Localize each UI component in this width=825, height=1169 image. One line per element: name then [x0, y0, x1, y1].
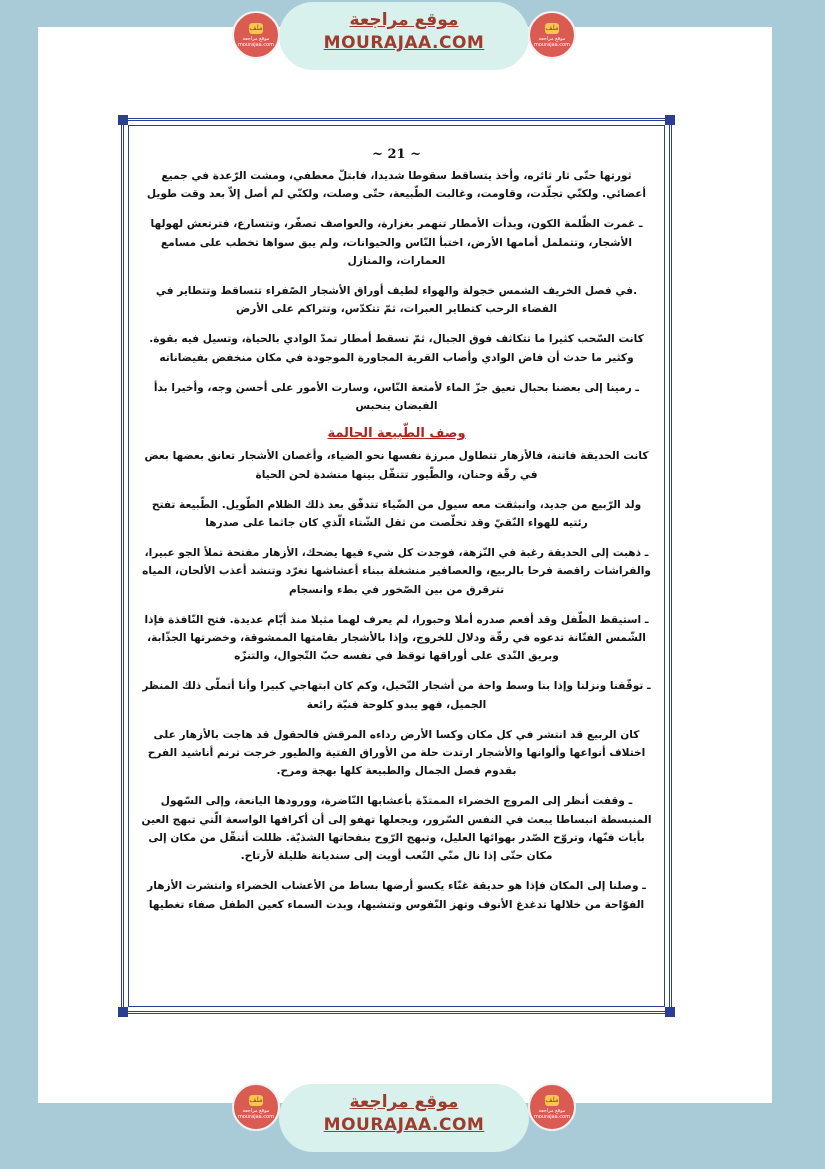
- paragraph: كانت السّحب كثيرا ما تتكاثف فوق الجبال، ثمّ تسقط أمطار تمدّ الوادي بالحياة، وتسيل فيه بقوة. وكثير ما حدث أن فاض الوادي وأصاب القرية المجاورة الموجودة في مكان منخفض بفيضاناته: [149, 333, 644, 364]
- badge-caption: موقع مراجعة mourajaa.com: [237, 36, 274, 48]
- site-logo-badge[interactable]: [232, 11, 280, 59]
- paragraph: .في فصل الخريف الشمس خجولة والهواء لطيف أوراق الأشجار الصّفراء تتساقط وتتطاير في الفضاء الرحب كتطاير العبرات، ثمّ تتكدّس، وتتراكم على الأرض: [155, 285, 638, 316]
- site-name-arabic[interactable]: موقع مراجعة: [349, 1092, 459, 1112]
- paragraph: ـ ذهبت إلى الحديقة رغبة في النّزهة، فوجدت كل شيء فيها يضحك، الأزهار مفتحة تملأ الجو عبيرا، والفراشات راقصة فرحا بالربيع، والعصافير منشغلة ببناء أعشاشها تغرّد وتنشد أعذب الألحان، المياه تترقرق من بين الصّخور في بطء وانسجام: [142, 547, 651, 596]
- paragraph: ثورتها حتّى ثار ثائره، وأخذ يتساقط سقوطا شديدا، فابتلّ معطفي، ومشت الرّعدة في جميع أعضائي. ولكنّي تجلّدت، وقاومت، وغالبت الطّبيعة، حتّى وصلت، ولكنّي لم أصل إلاّ بعد وقت طويل: [146, 170, 647, 201]
- site-header-banner[interactable]: [279, 2, 529, 70]
- site-logo-badge[interactable]: [528, 1083, 576, 1131]
- site-name-arabic[interactable]: موقع مراجعة: [349, 10, 459, 30]
- document-body: [138, 167, 655, 926]
- folder-icon: ملف: [545, 24, 559, 32]
- site-domain-link[interactable]: MOURAJAA.COM: [323, 33, 485, 53]
- paragraph: ـ وصلنا إلى المكان فإذا هو حديقة غنّاء يكسو أرضها بساط من الأعشاب الخضراء وانتشرت الأزهار الفوّاحة من خلالها تدغدغ الأنوف وتهز النّفوس وتنشيها، وبدت السماء كعين الطفل صفاء تغطيها: [147, 880, 646, 911]
- paragraph: ـ رمينا إلى بعضنا بحبال تعيق جزّ الماء لأمتعة النّاس، وسارت الأمور على أحسن وجه، وأخيرا بدأ الفيضان ينحبس: [153, 381, 640, 413]
- paragraph: ـ غمرت الظّلمة الكون، وبدأت الأمطار تنهمر بغزارة، والعواصف تصفّر، وتتسارع، فترتعش لهولها الأشجار، وتتململ أمامها الأرض، اختبأ النّاس والحيوانات، ولم يبق سواها تخطب على مسامع العمارات، والمنازل: [150, 218, 643, 267]
- paragraph: ـ توقّفنا ونزلنا وإذا بنا وسط واحة من أشجار النّخيل، وكم كان ابتهاجي كبيرا وأنا أتملّى ذلك المنظر الجميل، فهو يبدو كلوحة فنيّة رائعة: [142, 680, 651, 711]
- site-footer-banner[interactable]: [279, 1084, 529, 1152]
- frame-corner-ornament: [665, 1007, 675, 1017]
- frame-corner-ornament: [665, 115, 675, 125]
- paragraph: ـ استيقظ الطّفل وقد أفعم صدره أملا وحبورا، لم يعرف لهما مثيلا منذ أيّام عديدة. فتح النّافذة فإذا الشّمس الفتّانة تدعوه في رقّة ودلال للخروج، وإذا بالأشجار بقامتها الممشوقة، وخضرتها الجذّابة، وبريق النّدى على أوراقها توقظ في نفسه حبّ التّجوال، والتنزّه: [144, 613, 649, 663]
- badge-caption: موقع مراجعة mourajaa.com: [533, 36, 570, 48]
- folder-icon: ملف: [249, 1096, 263, 1104]
- site-domain-link[interactable]: MOURAJAA.COM: [323, 1115, 485, 1135]
- badge-caption: موقع مراجعة mourajaa.com: [237, 1108, 274, 1120]
- paragraph: كانت الحديقة فاتنة، فالأزهار تتطاول مبرزة نفسها نحو الضياء، وأغصان الأشجار تعانق بعضها بعض في رقّة وحنان، والطّيور تتنقّل بينها منشدة لحن الحياة: [144, 450, 649, 481]
- section-heading: وصف الطّبيعة الحالمة: [327, 426, 466, 442]
- folder-icon: ملف: [545, 1096, 559, 1104]
- frame-corner-ornament: [118, 115, 128, 125]
- frame-corner-ornament: [118, 1007, 128, 1017]
- paragraph: ـ وقفت أنظر إلى المروج الخضراء الممتدّة بأعشابها النّاضرة، وورودها اليانعة، وإلى السّهول المنبسطة انبساطا يبعث في النفس السّرور، ويجعلها تهفو إلى أن أكرافها الواسعة الّتي تبهج العين بأيات فنّها، وتروّح الصّدر بهوائها العليل، وتبهج الرّوح بنفحاتها الشذيّة. ظللت أتنقّل من مكان إلى مكان حتّى إذا نال منّي التّعب أويت إلى سنديانة ظليلة لأرتاح.: [141, 795, 652, 863]
- document-frame: [121, 118, 672, 1014]
- page-number: ~ 21 ~: [372, 147, 421, 162]
- badge-caption: موقع مراجعة mourajaa.com: [533, 1108, 570, 1120]
- paragraph: كان الربيع قد انتشر في كل مكان وكسا الأرض رداءه المرقش فالحقول قد هاجت بالأزهار على اختلاف أنواعها وألوانها والأشجار ارتدت حلة من الأوراق الفتية والطيور خرجت ترنم أناشيد الفرح بقدوم فصل الجمال والطبيعة كلها بهجة ومرح.: [147, 728, 646, 778]
- folder-icon: ملف: [249, 24, 263, 32]
- site-logo-badge[interactable]: [528, 11, 576, 59]
- site-logo-badge[interactable]: [232, 1083, 280, 1131]
- paragraph: ولد الرّبيع من جديد، وانبثقت معه سيول من الضّياء تتدفّق بعد ذلك الظلام الطّويل. الطّبيعة تفتح رئتيه للهواء النّقيّ وقد تخلّصت من ثقل الشّتاء الّذي كان جاثما على صدرها: [151, 498, 642, 530]
